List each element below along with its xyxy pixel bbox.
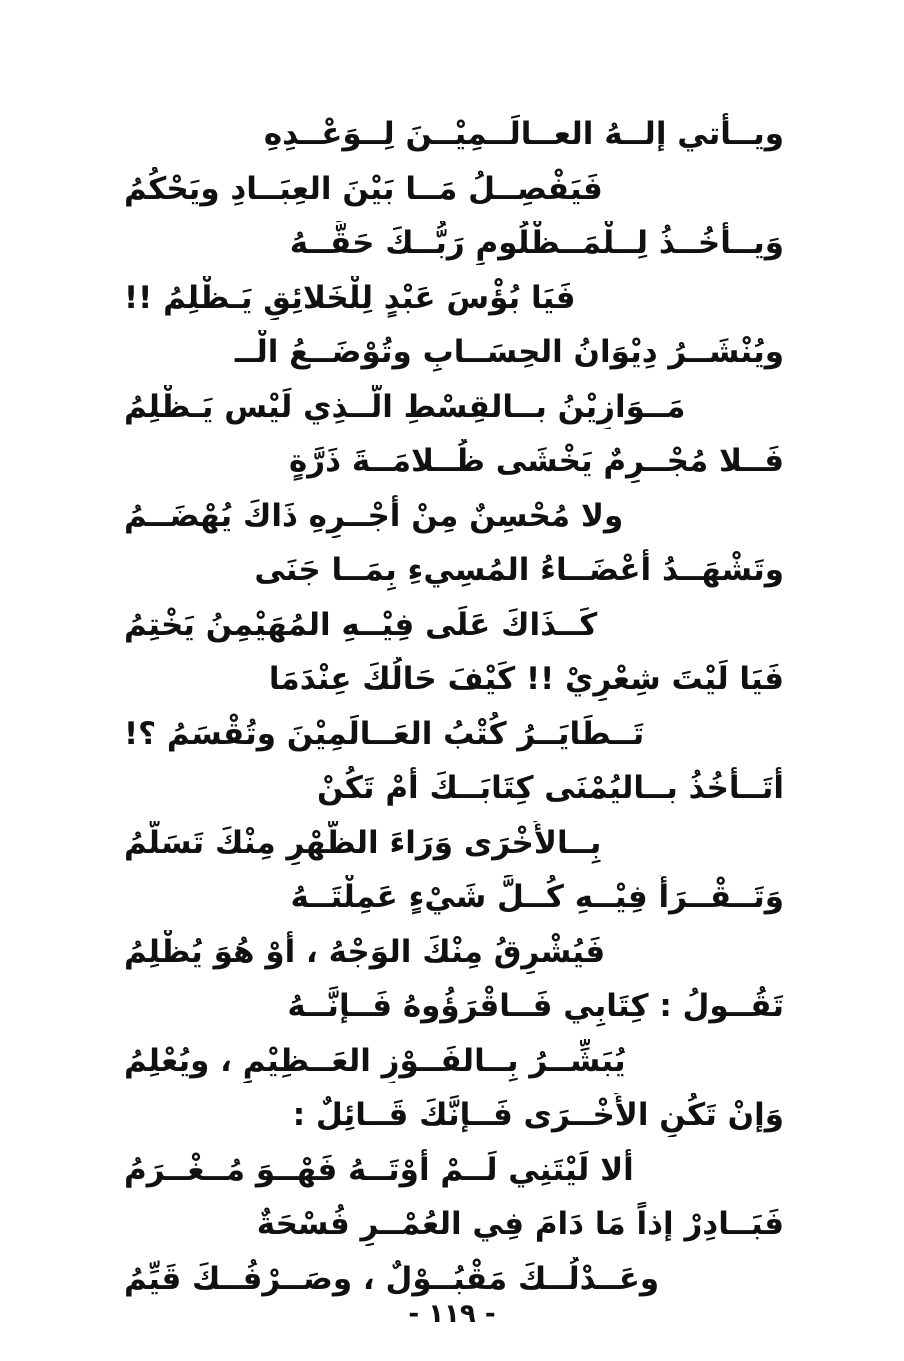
verse-second-hemistich: بِــالأُخْرَى وَرَاءَ الظَّهْرِ مِنْكَ تَسَلَّمُ (124, 825, 602, 861)
verse-second-hemistich: فَيَفْصِــلُ مَــا بَيْنَ العِبَــادِ ويَحْكُمُ (124, 171, 603, 207)
verse-first-hemistich: فَبَــادِرْ إذاً مَا دَامَ فِي العُمْــرِ فُسْحَةٌ (256, 1206, 784, 1242)
verse-first-hemistich: ويــأتي إلــهُ العــالَــمِيْــنَ لِــوَعْــدِهِ (263, 116, 784, 152)
verse-first-hemistich: ويُنْشَــرُ دِيْوَانُ الحِسَــابِ وتُوْضَــعُ الْــ (234, 334, 784, 370)
verse-second-hemistich: كَــذَاكَ عَلَى فِيْــهِ المُهَيْمِنُ يَخْتِمُ (124, 607, 598, 643)
verse-second-hemistich: يُبَشِّــرُ بِــالفَــوْزِ العَــظِيْمِ ، ويُعْلِمُ (124, 1043, 626, 1079)
verse-first-hemistich: فَــلا مُجْــرِمٌ يَخْشَى ظُــلامَــةَ ذَرَّةٍ (289, 443, 784, 479)
verse-first-hemistich: وَإنْ تَكُنِ الأُخْــرَى فَــإنَّكَ قَــائِلٌ : (292, 1097, 784, 1133)
verse-second-hemistich: مَــوَازِيْنُ بــالقِسْطِ الَّــذِي لَيْس يَـظْلِمُ (124, 389, 686, 425)
verse-second-hemistich: فَيُشْرِقُ مِنْكَ الوَجْهُ ، أوْ هُوَ يُظْلِمُ (124, 934, 606, 970)
verse-first-hemistich: وَتَــقْــرَأُ فِيْــهِ كُــلَّ شَيْءٍ عَمِلْتَــهُ (290, 879, 784, 915)
verse-first-hemistich: أَتَــأْخُذُ بــاليُمْنَى كِتَابَــكَ أمْ تَكُنْ (316, 770, 784, 806)
verse-first-hemistich: وَيــأْخُــذُ لِــلْمَــظْلُومِ رَبُّــكَ حَقَّــهُ (289, 225, 784, 261)
verse-first-hemistich: وتَشْهَــدُ أعْضَــاءُ المُسِيءِ بِمَــا جَنَى (254, 552, 784, 588)
page-number: - ١١٩ - (408, 1299, 496, 1329)
verse-first-hemistich: تَقُــولُ : كِتَابِي فَــاقْرَؤُوهُ فَــإنَّــهُ (287, 988, 784, 1024)
verse-second-hemistich: ولا مُحْسِنٌ مِنْ أجْــرِهِ ذَاكَ يُهْضَــمُ (124, 498, 624, 534)
verse-second-hemistich: وعَــدْلُــكَ مَقْبُــوْلٌ ، وصَــرْفُــكَ قَيِّمُ (124, 1261, 660, 1297)
verse-first-hemistich: فَيَا لَيْتَ شِعْرِيْ !! كَيْفَ حَالُكَ عِنْدَمَا (268, 661, 784, 697)
verse-second-hemistich: فَيَا بُؤْسَ عَبْدٍ لِلْخَلائِقِ يَـظْلِمُ !! (124, 280, 576, 316)
verse-second-hemistich: تَــطَايَــرُ كُتْبُ العَــالَمِيْنَ وتُقْسَمُ ؟! (124, 716, 645, 752)
verse-second-hemistich: ألا لَيْتَنِي لَــمْ أوْتَــهُ فَهْــوَ مُــغْــرَمُ (124, 1152, 634, 1188)
